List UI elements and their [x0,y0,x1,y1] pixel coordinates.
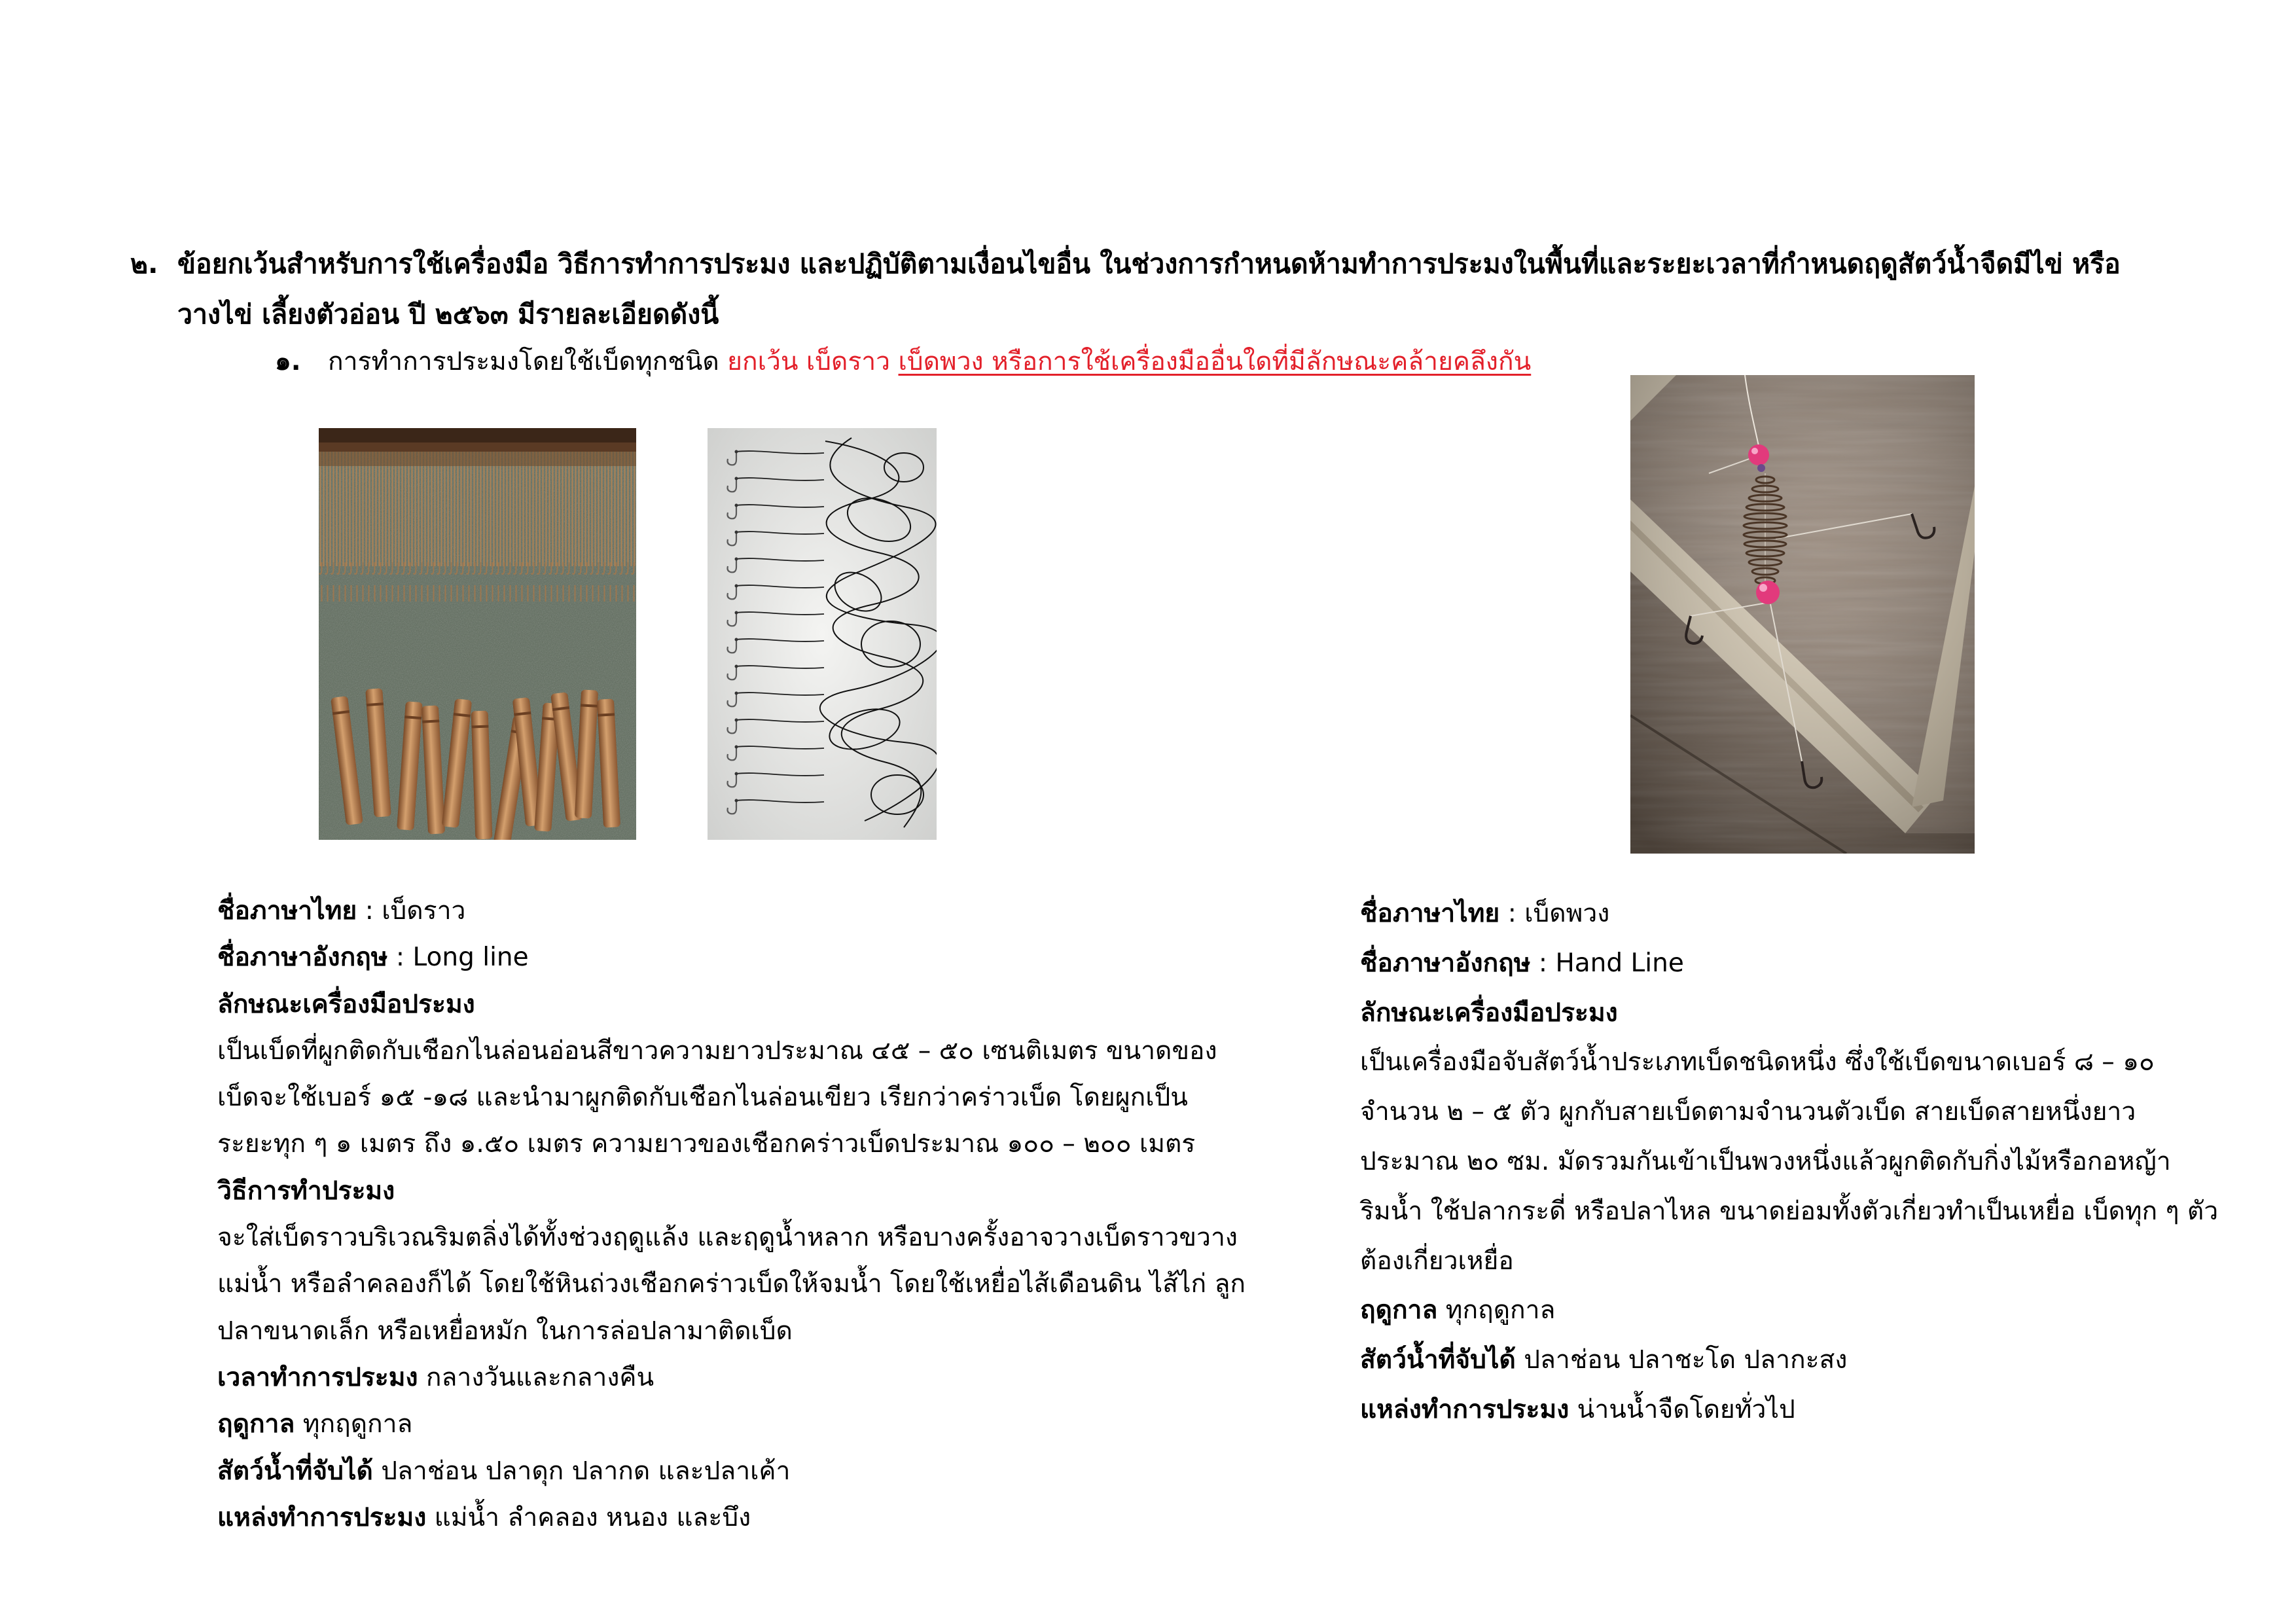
field-label: แหล่งทำการประมง [217,1502,427,1532]
field-label: เวลาทำการประมง [217,1362,418,1392]
hand-line-photo [1630,375,1975,854]
characteristics-line: เป็นเบ็ดที่ผูกติดกับเชือกไนล่อนอ่อนสีขาวความยาวประมาณ ๔๕ – ๕๐ เซนติเมตร ขนาดของ [217,1036,1217,1066]
field-label: ชื่อภาษาอังกฤษ [1360,948,1531,978]
method-line: ปลาขนาดเล็ก หรือเหยื่อหมัก ในการล่อปลามาติดเบ็ด [217,1316,793,1346]
hand-line-description [1360,889,2283,1435]
field-label: แหล่งทำการประมง [1360,1394,1570,1424]
field-label: ชื่อภาษาอังกฤษ [217,943,388,973]
pink-bead [1756,581,1780,604]
item-text: การทำการประมงโดยใช้เบ็ดทุกชนิด [328,347,719,376]
field-label: ฤดูกาล [217,1409,295,1439]
field-value: ทุกฤดูกาล [302,1409,413,1439]
fishing-ground-row [1360,1385,2283,1435]
field-value: : เบ็ดราว [365,896,466,926]
characteristics-line: เป็นเครื่องมือจับสัตว์น้ำประเภทเบ็ดชนิดหนึ่ง ซึ่งใช้เบ็ดขนาดเบอร์ ๘ – ๑๐ [1360,1047,2155,1077]
method-line: แม่น้ำ หรือลำคลองก็ได้ โดยใช้หินถ่วงเชือกคร่าวเบ็ดให้จมน้ำ โดยใช้เหยื่อไส้เดือนดิน ไส้ไก่ ลูก [217,1269,1246,1299]
characteristics-heading: ลักษณะเครื่องมือประมง [217,989,475,1019]
field-label: สัตว์น้ำที่จับได้ [1360,1345,1516,1375]
hook-lines-fringe [319,452,636,566]
field-value: แม่น้ำ ลำคลอง หนอง และบึง [434,1502,751,1532]
english-name-row [1360,939,2283,988]
long-line-description [217,888,1330,1541]
exception-text: ยกเว้น เบ็ดราว [727,347,891,376]
field-label: ชื่อภาษาไทย [217,896,357,926]
season-row [217,1401,1330,1447]
field-value: กลางวันและกลางคืน [425,1362,655,1392]
section-title-line: วางไข่ เลี้ยงตัวอ่อน ปี ๒๕๖๓ มีรายละเอียดดังนี้ [177,298,719,330]
field-value: : Hand Line [1538,948,1684,978]
english-name-row [217,934,1330,981]
thai-name-row [217,888,1330,934]
exception-underlined-text: เบ็ดพวง หรือการใช้เครื่องมืออื่นใดที่มีลักษณะคล้ายคลึงกัน [898,347,1532,376]
season-row [1360,1286,2283,1335]
characteristics-heading: ลักษณะเครื่องมือประมง [1360,998,1618,1028]
field-value: น่านน้ำจืดโดยทั่วไป [1577,1394,1795,1424]
field-label: ฤดูกาล [1360,1295,1438,1326]
method-heading: วิธีการทำประมง [217,1176,395,1206]
characteristics-line: ประมาณ ๒๐ ซม. มัดรวมกันเข้าเป็นพวงหนึ่งแล้วผูกติดกับกิ่งไม้หรือกอหญ้า [1360,1146,2171,1176]
characteristics-line: จำนวน ๒ – ๕ ตัว ผูกกับสายเบ็ดตามจำนวนตัวเบ็ด สายเบ็ดสายหนึ่งยาว [1360,1097,2136,1127]
method-line: จะใส่เบ็ดราวบริเวณริมตลิ่งได้ทั้งช่วงฤดูแล้ง และฤดูน้ำหลาก หรือบางครั้งอาจวางเบ็ดราวขวาง [217,1223,1238,1253]
field-label: ชื่อภาษาไทย [1360,899,1500,928]
item-number: ๑. [275,347,301,376]
field-value: ปลาช่อน ปลาชะโด ปลากะสง [1524,1345,1848,1375]
thai-name-row [1360,889,2283,939]
field-label: สัตว์น้ำที่จับได้ [217,1456,373,1486]
longline-bamboo-photo [319,428,636,840]
field-value: ปลาช่อน ปลาดุก ปลากด และปลาเค้า [381,1456,791,1486]
catch-row [217,1448,1330,1494]
characteristics-line: ระยะทุก ๆ ๑ เมตร ถึง ๑.๕๐ เมตร ความยาวของเชือกคร่าวเบ็ดประมาณ ๑๐๐ – ๒๐๐ เมตร [217,1129,1196,1159]
characteristics-line: เบ็ดจะใช้เบอร์ ๑๕ -๑๘ และนำมาผูกติดกับเชือกไนล่อนเขียว เรียกว่าคร่าวเบ็ด โดยผูกเป็น [217,1083,1188,1113]
section-title-line: ข้อยกเว้นสำหรับการใช้เครื่องมือ วิธีการทำการประมง และปฏิบัติตามเงื่อนไขอื่น ในช่วงการกำหนดห้ามทำการประมงในพื้นที่และระยะเวลาที่กำหนดฤดูสัตว์น้ำจืดมีไข่ หรือ [177,248,2121,280]
longline-hooks-photo [708,428,937,840]
hooks-row [319,562,636,602]
fishing-ground-row [217,1494,1330,1541]
characteristics-line: ต้องเกี่ยวเหยื่อ [1360,1246,1514,1276]
field-value: : Long line [395,943,529,973]
field-value: ทุกฤดูกาล [1445,1295,1556,1326]
section-title [177,239,2259,340]
catch-row [1360,1335,2283,1385]
fishing-time-row [217,1354,1330,1401]
section-number: ๒. [130,248,158,280]
field-value: : เบ็ดพวง [1507,899,1610,928]
characteristics-line: ริมน้ำ ใช้ปลากระดี่ หรือปลาไหล ขนาดย่อมทั้งตัวเกี่ยวทำเป็นเหยื่อ เบ็ดทุก ๆ ตัว [1360,1196,2219,1226]
